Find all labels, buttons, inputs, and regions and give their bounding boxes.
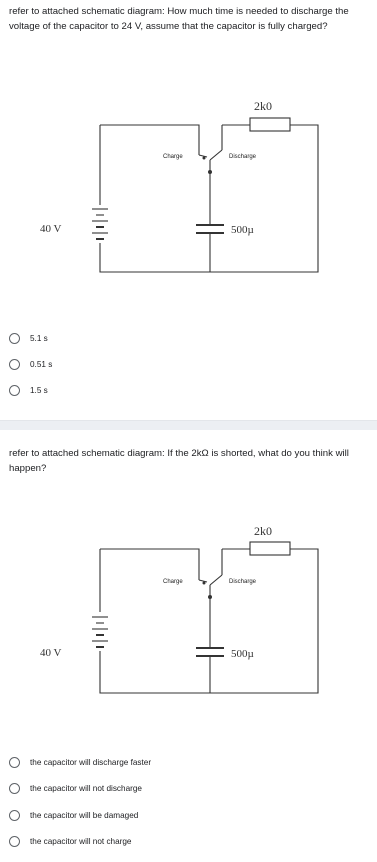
charge-label: Charge xyxy=(163,154,183,160)
q2-option-1[interactable] xyxy=(9,755,151,769)
discharge-label: Discharge xyxy=(229,579,257,585)
q2-option-2[interactable] xyxy=(9,781,142,795)
radio-button-icon[interactable] xyxy=(9,810,20,821)
radio-button-icon[interactable] xyxy=(9,783,20,794)
battery-voltage-label: 40 V xyxy=(40,223,62,235)
radio-button-icon[interactable] xyxy=(9,757,20,768)
q2-option-1-label: the capacitor will discharge faster xyxy=(30,757,152,767)
q2-option-2-label: the capacitor will not discharge xyxy=(30,783,142,793)
resistor-label: 2k0 xyxy=(254,99,272,113)
q1-option-2-label: 0.51 s xyxy=(30,359,53,369)
capacitor-label: 500µ xyxy=(231,648,254,660)
q2-option-3-label: the capacitor will be damaged xyxy=(30,810,139,820)
q2-option-3[interactable] xyxy=(9,808,138,822)
question-2-text: refer to attached schematic diagram: If the 2kΩ is shorted, what do you think will happen? xyxy=(9,448,349,474)
q2-option-4-label: the capacitor will not charge xyxy=(30,836,132,846)
resistor-label: 2k0 xyxy=(254,524,272,538)
question-1-text: refer to attached schematic diagram: How much time is needed to discharge the voltage of the capacitor to 24 V, assume that the capacitor is fully charged? xyxy=(9,6,349,32)
capacitor-label: 500µ xyxy=(231,224,254,236)
charge-label: Charge xyxy=(163,579,183,585)
q1-option-3-label: 1.5 s xyxy=(30,385,48,395)
battery-voltage-label: 40 V xyxy=(40,647,62,659)
q1-option-1-label: 5.1 s xyxy=(30,333,48,343)
discharge-label: Discharge xyxy=(229,154,257,160)
q2-option-4[interactable] xyxy=(9,834,132,848)
radio-button-icon[interactable] xyxy=(9,836,20,847)
